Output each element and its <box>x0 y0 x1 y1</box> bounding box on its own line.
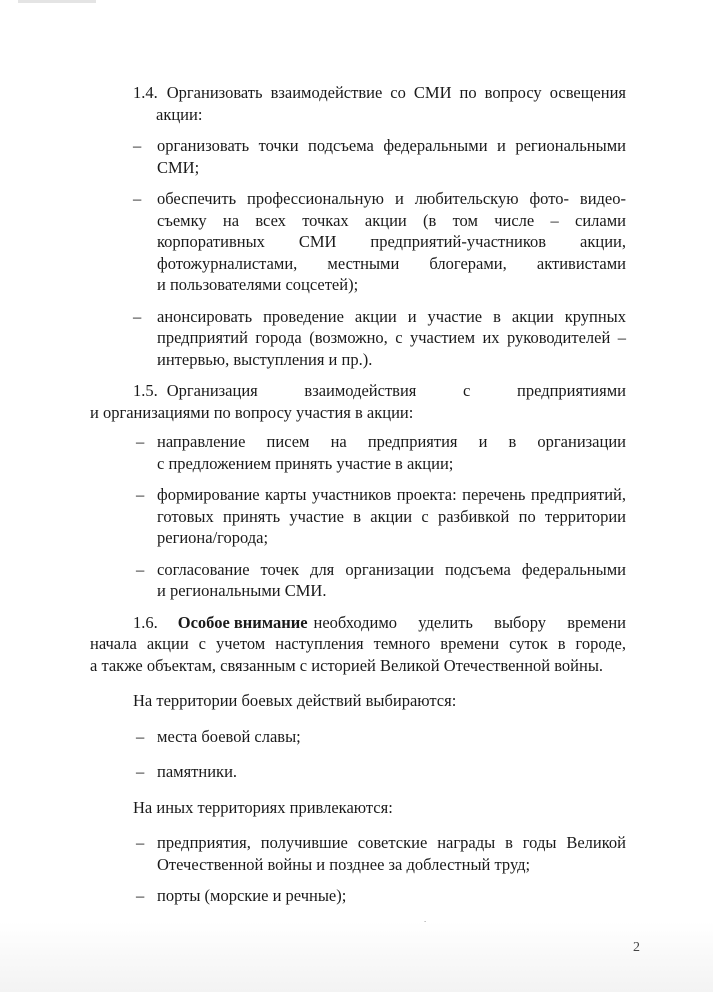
paragraph-line: начала акции с учетом наступления темного времени суток в городе, <box>90 634 626 653</box>
page-number: 2 <box>633 940 640 955</box>
dash-marker: – <box>136 886 145 905</box>
other-intro: На иных территориях привлекаются: <box>133 797 393 817</box>
dash-marker: – <box>133 306 142 326</box>
dash-marker: – <box>136 559 145 579</box>
paragraph-line: 1.6. Особое внимание необходимо уделить выбору времени <box>133 612 626 632</box>
section-1-6 <box>90 612 626 677</box>
emphasis-text: Особое внимание <box>177 612 308 632</box>
top-edge-mark <box>18 0 96 3</box>
dash-marker: – <box>133 189 142 208</box>
list-item: – места боевой славы; <box>136 726 301 746</box>
section-1-4 <box>90 82 626 125</box>
section-number: 1.4. <box>133 83 158 102</box>
dash-marker: – <box>133 136 142 155</box>
dash-marker: – <box>136 432 145 451</box>
section-number: 1.6. <box>133 612 158 632</box>
list-item: – согласование точек для организации подсъема федеральными и региональными СМИ. <box>136 559 626 600</box>
dash-marker: – <box>136 485 145 504</box>
section-1-5 <box>90 380 626 423</box>
document-body <box>90 82 626 960</box>
list-item: – предприятия, получившие советские награды в годы Великой Отечественной войны и позднее за доблестный труд; <box>136 833 626 874</box>
list-item: – обеспечить профессиональную и любительскую фото- видео- съемку на всех точках акции (в том числе – силами корпоративных СМИ предприятий-участников акции, фотожурналистами, местными блогерами, активистами и пользователями соцсетей); <box>133 189 626 294</box>
list-item: – порты (морские и речные); <box>136 886 347 905</box>
paragraph-line: а также объектам, связанным с историей Великой Отечественной войны. <box>90 655 604 675</box>
section-number: 1.5. <box>133 381 158 400</box>
heading-line: акции: <box>156 104 203 124</box>
list-item: – направление писем на предприятия и в организации с предложением принять участие в акции; <box>136 432 626 473</box>
heading-line: и организациями по вопросу участия в акции: <box>90 402 414 422</box>
heading-line: 1.5. Организация взаимодействия с предприятиями <box>133 381 626 400</box>
list-item: – анонсировать проведение акции и участие в акции крупных предприятий города (возможно, с участием их руководителей – интервью, выступления и пр.). <box>133 306 626 369</box>
list-item: – памятники. <box>136 762 238 781</box>
combat-intro: На территории боевых действий выбираются: <box>133 691 457 710</box>
heading-line: 1.4. Организовать взаимодействие со СМИ по вопросу освещения <box>133 83 626 102</box>
list-item: – формирование карты участников проекта: перечень предприятий, готовых принять участие в акции с разбивкой по территории региона/города; <box>136 485 626 547</box>
dash-marker: – <box>136 726 145 746</box>
dash-marker: – <box>136 833 145 852</box>
dash-marker: – <box>136 762 145 781</box>
list-item: – организовать точки подсъема федеральными и региональными СМИ; <box>133 136 626 177</box>
page-bottom-shade <box>0 922 713 992</box>
